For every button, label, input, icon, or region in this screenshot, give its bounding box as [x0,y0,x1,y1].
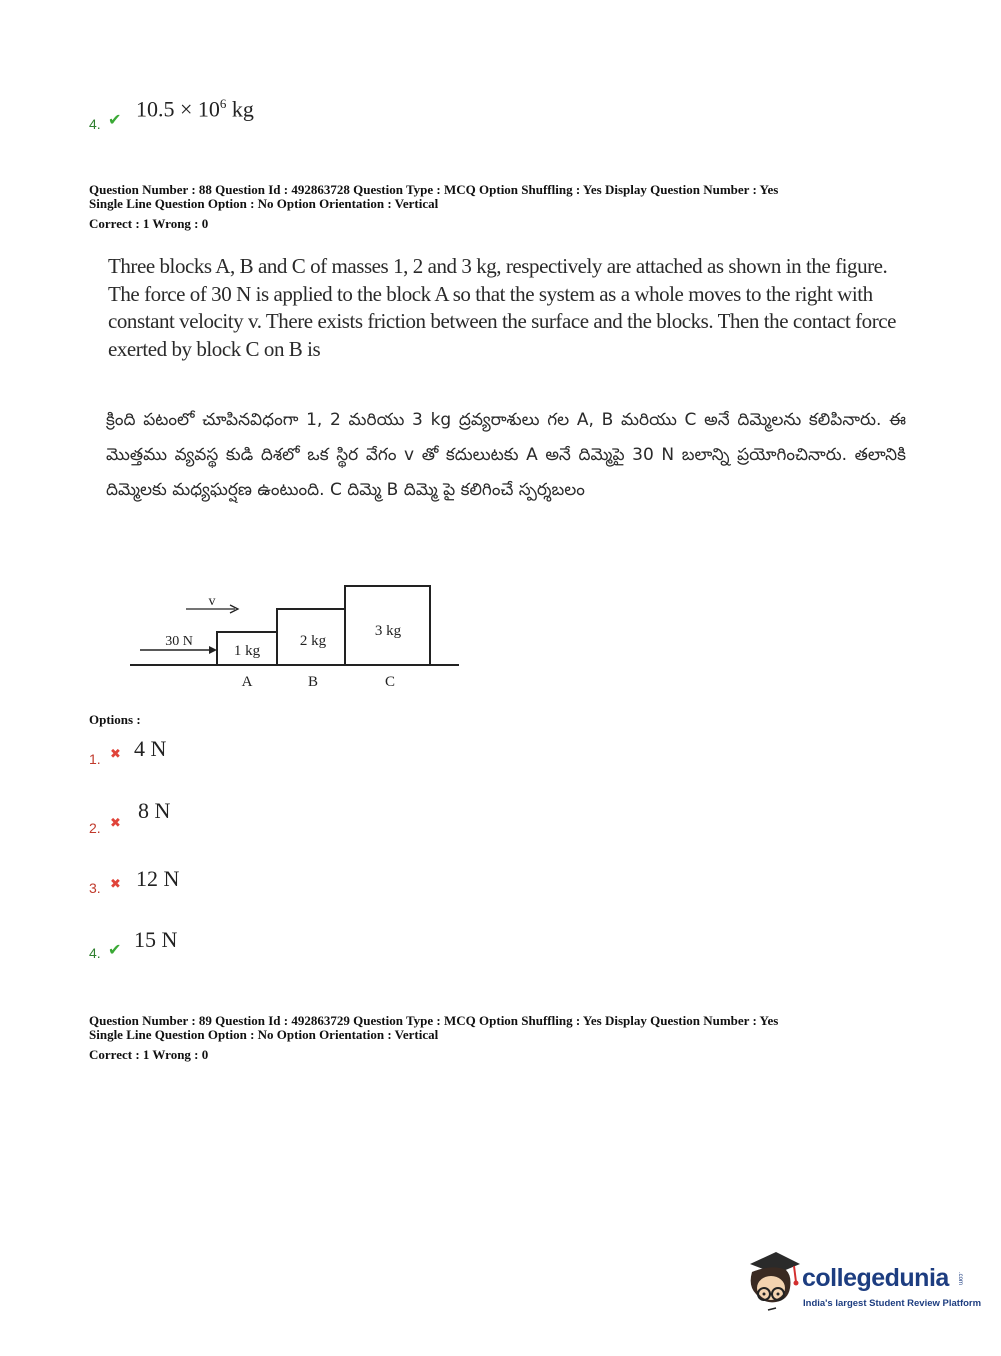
q89-meta-line1: Question Number : 89 Question Id : 492863729 Question Type : MCQ Option Shuffling : Yes Display Question Number : Yes [89,1013,779,1028]
blocks-figure [120,575,480,700]
force-arrow-head [209,646,217,654]
label-a: A [241,674,253,690]
option-2-text: 8 N [138,798,171,823]
option-1-text: 4 N [134,736,167,761]
q88-text-telugu-body: క్రింది పటంలో చూపినవిధంగా 1, 2 మరియు 3 kg ద్రవ్యరాశులు గల A, B మరియు C అనే దిమ్మెలను కలిపినారు. ఈ మొత్తము వ్యవస్థ కుడి దిశలో ఒక స్థిర వేగం v తో కదులుటకు A అనే దిమ్మెపై 30 N బలాన్ని ప్రయోగించినారు. తలానికి దిమ్మెలకు మధ్యఘర్షణ ఉంటుంది. C దిమ్మె B దిమ్మె పై కలిగించే స్పర్శబలం [106,410,906,500]
option-2-number: 2. [89,820,101,836]
q89-meta-line3: Correct : 1 Wrong : 0 [89,1047,209,1062]
prev-option-base: 10 [197,96,220,122]
block-b-mass: 2 kg [299,633,327,649]
q88-meta-line3: Correct : 1 Wrong : 0 [89,216,209,231]
wrong-cross-icon: ✖ [110,877,121,892]
q88-text-english-body: Three blocks A, B and C of masses 1, 2 and 3 kg, respectively are attached as shown in the figure. The force of 30 N is applied to the block A so that the system as a whole moves to the right with constant velocity v. There exists friction between the surface and the blocks. Then the contact force exerted by block C on B is [108,254,897,361]
velocity-label: v [208,594,216,609]
collegedunia-mascot-icon [742,1250,802,1314]
option-4-text: 15 N [134,927,178,952]
block-a-mass: 1 kg [233,643,261,659]
q88-meta-line2: Single Line Question Option : No Option Orientation : Vertical [89,196,439,211]
logo-name: collegedunia [802,1264,949,1292]
prev-option-prefix: 10.5 × [136,96,193,122]
prev-option-text [136,96,254,122]
q88-text-english [108,253,908,363]
force-label: 30 N [165,634,193,649]
options-label: Options : [89,712,141,727]
logo-suffix: .com [957,1272,963,1286]
prev-option-unit: kg [231,96,254,122]
wrong-cross-icon: ✖ [110,747,121,762]
correct-check-icon: ✔ [108,110,122,129]
prev-option-exponent: 6 [219,96,227,111]
logo-tagline: India's largest Student Review Platform [803,1298,982,1309]
correct-check-icon: ✔ [108,940,122,959]
q88-meta-line1: Question Number : 88 Question Id : 492863728 Question Type : MCQ Option Shuffling : Yes Display Question Number : Yes [89,182,779,197]
wrong-cross-icon: ✖ [110,816,121,831]
label-b: B [307,674,319,690]
label-c: C [384,674,396,690]
option-1-number: 1. [89,751,101,767]
q88-text-telugu [106,403,906,508]
prev-option-number: 4. [89,116,101,132]
option-4-number: 4. [89,945,101,961]
option-3-number: 3. [89,880,101,896]
q89-meta-line2: Single Line Question Option : No Option Orientation : Vertical [89,1027,439,1042]
option-3-text: 12 N [136,866,180,891]
block-c-mass: 3 kg [374,623,402,639]
